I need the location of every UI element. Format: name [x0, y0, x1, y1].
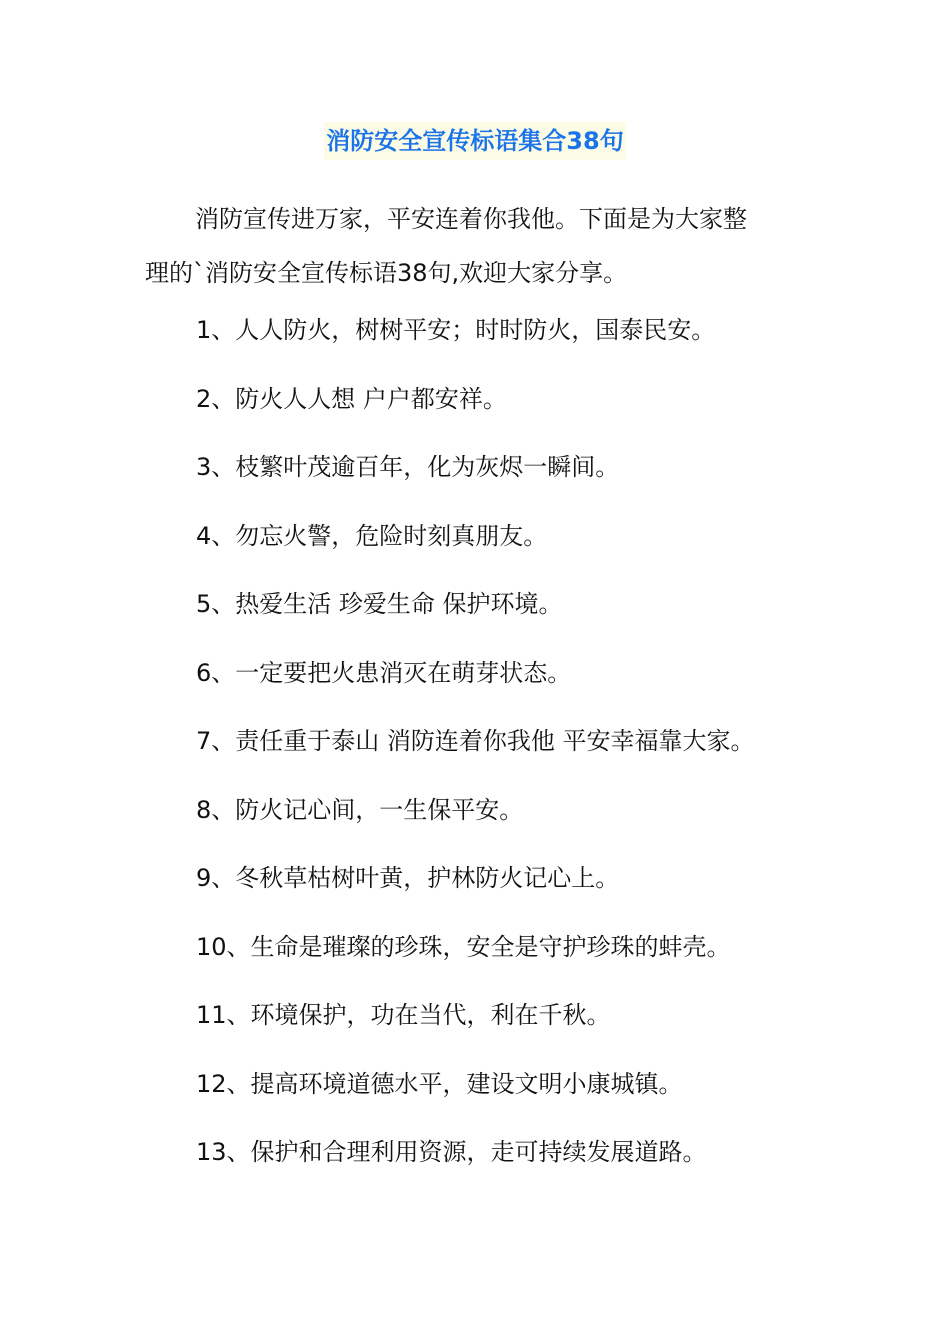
intro-paragraph: [145, 192, 815, 300]
slogan-item: 5、热爱生活 珍爱生命 保护环境。: [196, 590, 563, 618]
slogan-item: 12、提高环境道德水平，建设文明小康城镇。: [196, 1069, 683, 1098]
slogan-item: 9、冬秋草枯树叶黄，护林防火记心上。: [196, 864, 620, 892]
slogan-item: 2、防火人人想 户户都安祥。: [196, 384, 507, 413]
slogan-item: 4、勿忘火警，危险时刻真朋友。: [196, 521, 548, 550]
document-title: 消防安全宣传标语集合38句: [324, 122, 625, 160]
title-container: [0, 122, 950, 160]
slogan-item: 13、保护和合理利用资源，走可持续发展道路。: [196, 1138, 707, 1166]
slogan-item: 10、生命是璀璨的珍珠，安全是守护珍珠的蚌壳。: [196, 932, 731, 961]
slogan-item: 1、人人防火，树树平安；时时防火，国泰民安。: [196, 316, 716, 344]
slogan-item: 3、枝繁叶茂逾百年，化为灰烬一瞬间。: [196, 453, 620, 481]
intro-line-1: 消防宣传进万家，平安连着你我他。下面是为大家整: [195, 205, 747, 233]
slogan-item: 11、环境保护，功在当代，利在千秋。: [196, 1001, 611, 1029]
intro-line-2: 理的`消防安全宣传标语38句,欢迎大家分享。: [145, 259, 628, 287]
slogan-item: 8、防火记心间，一生保平安。: [196, 795, 524, 824]
slogan-list: [196, 310, 836, 1201]
slogan-item: 6、一定要把火患消灭在萌芽状态。: [196, 658, 572, 687]
slogan-item: 7、责任重于泰山 消防连着你我他 平安幸福靠大家。: [196, 727, 755, 755]
